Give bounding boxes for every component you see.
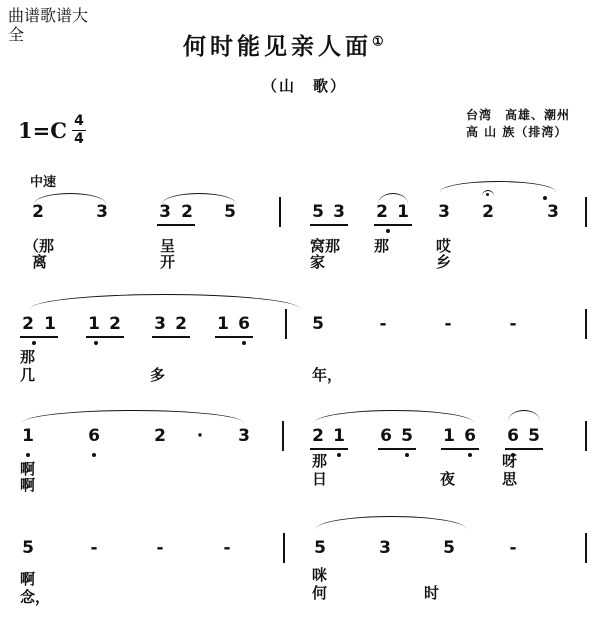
lyric: 那 <box>374 237 390 255</box>
underline-beam <box>20 336 58 338</box>
lyric: 窝那 <box>310 237 341 255</box>
lyric: 几 <box>20 366 36 384</box>
note: 3 <box>159 202 171 222</box>
underline-beam <box>374 224 412 226</box>
slur <box>30 294 300 309</box>
octave-dot <box>32 341 36 345</box>
note: 5 <box>22 538 34 558</box>
time-signature-top: 4 <box>74 113 84 129</box>
underline-beam <box>441 448 479 450</box>
lyric: 家 <box>310 253 326 271</box>
score-row-4 <box>0 510 608 620</box>
barline <box>279 197 281 227</box>
lyric: 夜 <box>440 470 456 488</box>
lyric: （那 <box>24 237 55 255</box>
slur <box>22 410 244 423</box>
lyric: 呀 <box>502 452 518 470</box>
note: 1 <box>217 314 229 334</box>
note: - <box>509 538 517 558</box>
lyric: 时 <box>424 584 440 602</box>
lyric: 那 <box>20 348 36 366</box>
lyric: 年， <box>312 366 343 384</box>
score-row-2 <box>0 290 608 390</box>
song-genre: （山 歌） <box>262 77 348 95</box>
octave-dot <box>405 453 409 457</box>
octave-dot <box>94 341 98 345</box>
credits <box>466 107 570 141</box>
song-title <box>183 28 388 61</box>
note: 5 <box>528 426 540 446</box>
lyric: 啊 <box>20 476 36 494</box>
note: 1 <box>22 426 34 446</box>
lyric: 啊 <box>20 570 36 588</box>
slur <box>440 181 556 192</box>
title-footnote-mark: ① <box>372 34 388 50</box>
note: 3 <box>379 538 391 558</box>
underline-beam <box>505 448 543 450</box>
barline <box>285 309 287 339</box>
lyric: 开 <box>160 253 176 271</box>
lyric: 哎 <box>436 237 452 255</box>
note: 5 <box>401 426 413 446</box>
note: 5 <box>443 538 455 558</box>
note: 2 <box>482 202 494 222</box>
note: 2 <box>312 426 324 446</box>
underline-beam <box>310 448 348 450</box>
underline-beam <box>157 224 195 226</box>
barline <box>283 533 285 563</box>
note: 6 <box>380 426 392 446</box>
underline-beam <box>86 336 124 338</box>
note: - <box>379 314 387 334</box>
note: 6 <box>238 314 250 334</box>
credits-people: 高 山 族（排湾） <box>466 125 568 139</box>
note: 1 <box>443 426 455 446</box>
fermata-mark <box>482 190 494 198</box>
octave-dot <box>92 453 96 457</box>
note: · <box>196 426 204 446</box>
note: 2 <box>175 314 187 334</box>
slur <box>508 410 540 421</box>
note: 6 <box>507 426 519 446</box>
note: 6 <box>464 426 476 446</box>
note: 1 <box>333 426 345 446</box>
octave-dot <box>386 229 390 233</box>
octave-dot <box>242 341 246 345</box>
note: 5 <box>312 314 324 334</box>
slur <box>316 516 466 529</box>
barline <box>585 197 587 227</box>
time-signature-bottom: 4 <box>74 131 84 147</box>
note: 2 <box>181 202 193 222</box>
note: 5 <box>224 202 236 222</box>
watermark-line1: 曲谱歌谱大 <box>8 6 89 25</box>
score-row-3 <box>0 400 608 500</box>
note: 3 <box>96 202 108 222</box>
underline-beam <box>152 336 190 338</box>
lyric: 乡 <box>436 253 452 271</box>
lyric: 呈 <box>160 237 176 255</box>
underline-beam <box>378 448 416 450</box>
note: 3 <box>547 202 559 222</box>
note: 3 <box>154 314 166 334</box>
time-signature <box>72 114 86 147</box>
note: 6 <box>88 426 100 446</box>
note: - <box>444 314 452 334</box>
note: 2 <box>154 426 166 446</box>
key-signature: 1=C <box>18 118 67 143</box>
slur <box>314 410 474 423</box>
barline <box>585 533 587 563</box>
octave-dot <box>543 196 547 200</box>
note: - <box>223 538 231 558</box>
lyric: 多 <box>150 366 166 384</box>
lyric: 那 <box>312 452 328 470</box>
lyric: 念， <box>20 588 51 606</box>
note: 1 <box>88 314 100 334</box>
note: 3 <box>438 202 450 222</box>
note: 3 <box>333 202 345 222</box>
note: 2 <box>376 202 388 222</box>
note: - <box>90 538 98 558</box>
note: - <box>156 538 164 558</box>
note: 1 <box>44 314 56 334</box>
lyric: 啊 <box>20 460 36 478</box>
lyric: 离 <box>32 253 48 271</box>
barline <box>282 421 284 451</box>
lyric: 思 <box>502 470 518 488</box>
underline-beam <box>215 336 253 338</box>
credits-origin: 台湾 高雄、潮州 <box>466 108 571 122</box>
barline <box>585 421 587 451</box>
lyric: 日 <box>312 470 328 488</box>
score-row-1 <box>0 185 608 275</box>
octave-dot <box>468 453 472 457</box>
note: 3 <box>238 426 250 446</box>
note: - <box>509 314 517 334</box>
lyric: 咪 <box>312 566 328 584</box>
watermark-line2: 全 <box>8 25 25 44</box>
lyric: 何 <box>312 584 328 602</box>
barline <box>585 309 587 339</box>
note: 2 <box>109 314 121 334</box>
tempo-marking: 中速 <box>30 175 57 190</box>
underline-beam <box>310 224 348 226</box>
note: 5 <box>314 538 326 558</box>
note: 5 <box>312 202 324 222</box>
octave-dot <box>26 453 30 457</box>
watermark <box>8 6 88 44</box>
note: 2 <box>22 314 34 334</box>
octave-dot <box>337 453 341 457</box>
note: 2 <box>32 202 44 222</box>
song-title-text: 何时能见亲人面 <box>183 33 372 60</box>
note: 1 <box>397 202 409 222</box>
